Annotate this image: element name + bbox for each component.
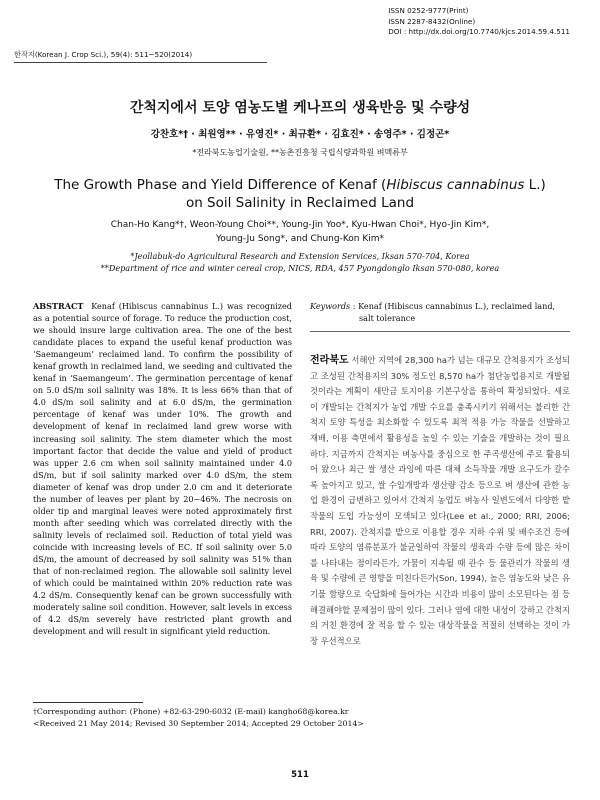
header-rule xyxy=(14,62,267,63)
english-title-line2: on Soil Salinity in Reclaimed Land xyxy=(185,195,415,211)
korean-authors: 강찬호*† · 최원영** · 유영진* · 최규환* · 김효진* · 송영주* · 김정곤* xyxy=(150,129,450,140)
keywords-text: : Kenaf (Hibiscus cannabinus L.), reclaimed land, xyxy=(352,301,556,311)
intro-text: 서해안 지역에 28,300 ha가 넘는 대규모 간척용지가 조성되고 조성된 간척용지의 30% 정도인 8,570 ha가 첨단농업용지로 개발될 것이라는 계획이 새만금 토지이용 기본구상을 통하여 확정되었다. 새로이 개발되는 간척지가 농업 개발 수요를 충족시키기 위해서는 불리한 간척지 토양 특성을 최소화할 수 있도록 최적 적용 가능 작물을 선발하고 재배, 이용 측면에서 활용성을 높일 수 있는 기술을 개발하는 것이 필요하다. 지금까지 간척지는 벼농사를 중심으로 한 주곡생산에 주로 활용되어 왔으나 최근 쌀 생산 과잉에 따른 대체 소득작물 개발 요구도가 갈수록 높아지고 있고, 쌀 수입개방과 생산량 감소 등으로 벼 생산에 관한 농업 환경이 급변하고 있어서 간척지 농업도 벼농사 일변도에서 다양한 밭작물의 도입 가능성이 모색되고 있다(Lee et al., 2000; RRI, 2006; RRI, 2007). 간척지를 밭으로 이용할 경우 지하 수위 및 배수조건 등에 따라 토양의 염류분포가 불균일하여 작물의 생육과 수량 등에 많은 차이를 나타내는 점이라든가, 가뭄이 지속될 때 관수 등 물관리가 작물의 생육 및 수량에 큰 영향을 미친다든가(Son, 1994), 높은 염농도와 낮은 유기물 함량으로 숙답화에 들어가는 시간과 비용이 많이 소모된다는 점 등 해결해야할 문제점이 많이 있다. 그러나 염에 대한 내성이 강하고 간척지의 거친 환경에 잘 적응 할 수 있는 대상작물을 적절히 선택하는 것이 가장 우선적으로 xyxy=(310,355,570,646)
introduction-body xyxy=(310,353,570,649)
english-affiliations xyxy=(0,250,600,274)
english-title-part2: L.) xyxy=(524,177,546,193)
abstract-label: ABSTRACT xyxy=(33,301,84,311)
english-affiliation-1: *Jeollabuk-do Agricultural Research and Extension Services, Iksan 570-704, Korea xyxy=(130,251,470,261)
keywords-text-2: salt tolerance xyxy=(359,313,416,324)
abstract xyxy=(33,300,292,637)
abstract-text: Kenaf (Hibiscus cannabinus L.) was recognized as a potential source of forage. To reduce the production cost, we should insure large cultivation area. The one of the best candidate places to expand the useful kenaf production was ‘Saemangeum’ reclaimed land. To confirm the possibility of kenaf growth in reclaimed land, we seeding and cultivated the kenaf in ‘Saemangeum’. The germination percentage of kenaf on 5.0 dS/m soil salinity was 18%. It is less 66% than that of 4.0 dS/m soil salinity and at 6.0 dS/m, the germination percentage of kenaf was under 10%. The growth and development of kenaf in reclaimed land grew worse with increasing soil salinity. The stem diameter which the most important factor that decide the value and yield of product was upper 2.6 cm when soil salinity maintained under 4.0 dS/m, but if soil salinity marked over 4.0 dS/m, the stem diameter of kenaf was drop under 2.0 cm and it deteriorate the number of leaves per plant by 20~46%. The necrosis on older tip and marginal leaves were noted approximately first month after seeding which was correlated directly with the salinity levels of reclaimed soil. Reduction of total yield was coincide with increasing levels of EC. If soil salinity over 5.0 dS/m, the amount of decreased by soil salinity was 51% than that of non-reclaimed region. The allowable soil salinity level of which could be maintained within 20% reduction rate was 4.2 dS/m. Consequently kenaf can be grown successfully with moderately saline soil condition. However, salt levels in excess of 4.2 dS/m severely have restricted plant growth and development and will result in significant yield reduction. xyxy=(33,301,292,637)
english-authors-line2: Young-Ju Song*, and Chung-Kon Kim* xyxy=(215,234,385,244)
doi-link[interactable]: DOI : http://dx.doi.org/10.7740/kjcs.2014.59.4.511 xyxy=(388,27,570,36)
corresponding-author: †Corresponding author: (Phone) +82-63-290-6032 (E-mail) kangho68@korea.kr xyxy=(33,707,349,716)
issn-print: ISSN 0252-9777(Print) xyxy=(388,6,469,15)
english-affiliation-2: **Department of rice and winter cereal crop, NICS, RDA, 457 Pyongdonglo Iksan 570-080, korea xyxy=(100,263,500,273)
keywords-label: Keywords xyxy=(310,301,351,311)
english-authors-line1: Chan-Ho Kang*†, Weon-Young Choi**, Young-Jin Yoo*, Kyu-Hwan Choi*, Hyo-Jin Kim*, xyxy=(110,220,490,230)
page-number: 511 xyxy=(291,770,309,780)
english-authors xyxy=(0,218,600,246)
english-title-species: Hibiscus cannabinus xyxy=(386,177,525,193)
intro-lead-word: 전라북도 xyxy=(310,355,349,366)
english-title xyxy=(0,176,600,212)
footnote-rule xyxy=(33,702,143,703)
keywords-rule xyxy=(310,331,570,332)
footnote xyxy=(33,706,364,730)
received-dates: <Received 21 May 2014; Revised 30 September 2014; Accepted 29 October 2014> xyxy=(33,719,364,728)
issn-doi-block xyxy=(388,6,570,38)
korean-affiliation: *전라북도농업기술원, **농촌진흥청 국립식량과학원 벼맥류부 xyxy=(192,148,408,157)
english-title-part1: The Growth Phase and Yield Difference of Kenaf ( xyxy=(54,177,387,193)
journal-citation: 한작지(Korean J. Crop Sci.), 59(4): 511~520(2014) xyxy=(14,50,193,59)
keywords xyxy=(310,300,570,324)
korean-title: 간척지에서 토양 염농도별 케나프의 생육반응 및 수량성 xyxy=(129,100,471,116)
issn-online: ISSN 2287-8432(Online) xyxy=(388,16,476,26)
